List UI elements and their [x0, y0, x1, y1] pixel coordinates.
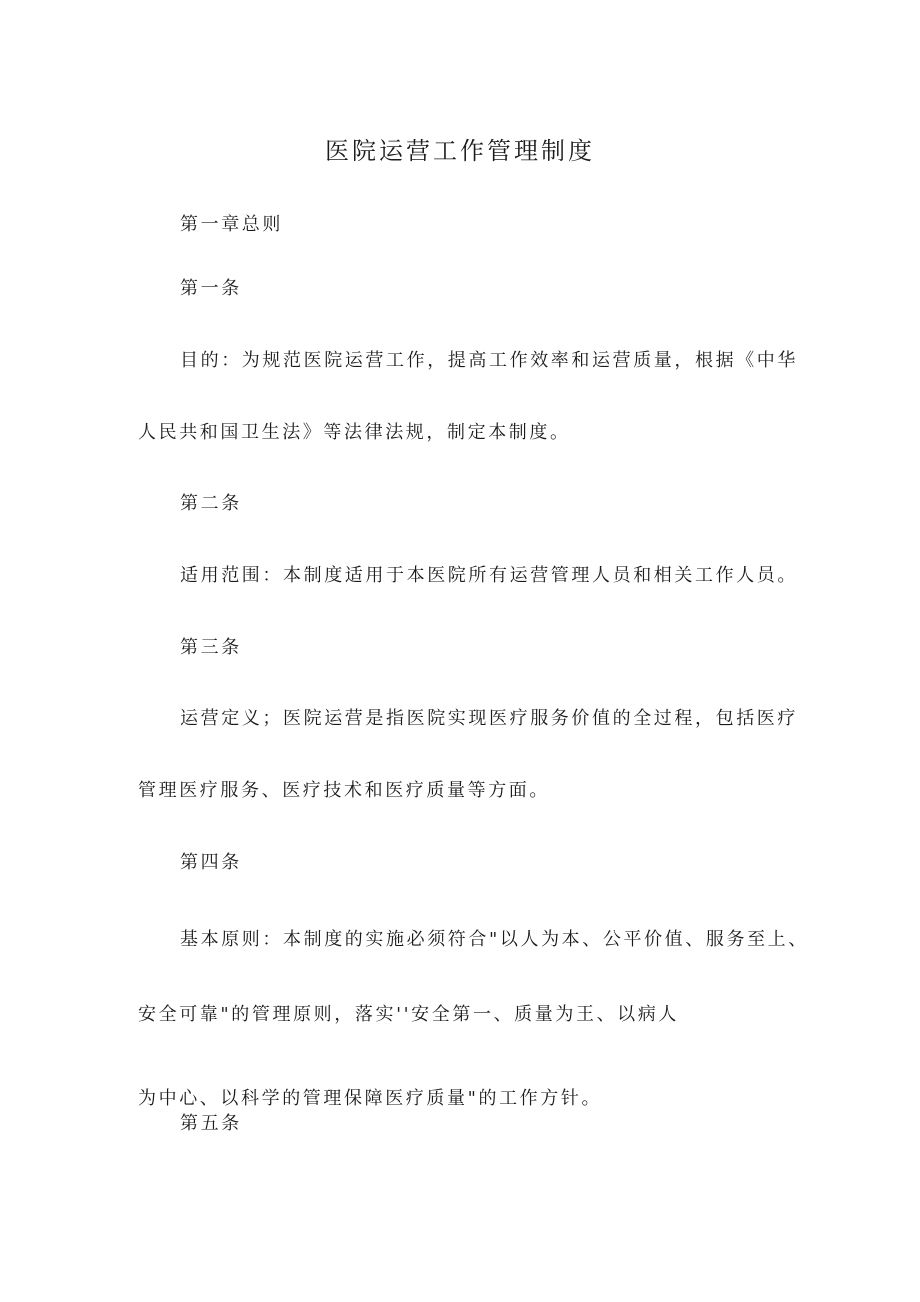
document-title: 医院运营工作管理制度	[325, 137, 595, 165]
article-5-heading: 第五条	[180, 1113, 242, 1134]
article-3-text-line-2: 管理医疗服务、医疗技术和医疗质量等方面。	[138, 780, 550, 801]
article-4-heading: 第四条	[180, 852, 242, 873]
article-2-text-line-1: 适用范围：本制度适用于本医院所有运营管理人员和相关工作人员。	[180, 565, 798, 586]
article-4-text-line-2: 安全可靠"的管理原则，落实''安全第一、质量为王、以病人	[138, 1004, 679, 1025]
article-1-text-line-2: 人民共和国卫生法》等法律法规，制定本制度。	[138, 422, 571, 443]
article-3-text-line-1: 运营定义；医院运营是指医院实现医疗服务价值的全过程，包括医疗	[180, 708, 798, 729]
chapter-heading: 第一章总则	[180, 214, 283, 235]
article-4-text-line-1: 基本原则：本制度的实施必须符合"以人为本、公平价值、服务至上、	[180, 929, 809, 950]
article-2-heading: 第二条	[180, 493, 242, 514]
article-3-heading: 第三条	[180, 637, 242, 658]
article-1-text-line-1: 目的：为规范医院运营工作，提高工作效率和运营质量，根据《中华	[180, 350, 798, 371]
article-4-text-line-3: 为中心、以科学的管理保障医疗质量"的工作方针。	[138, 1088, 603, 1109]
article-1-heading: 第一条	[180, 278, 242, 299]
